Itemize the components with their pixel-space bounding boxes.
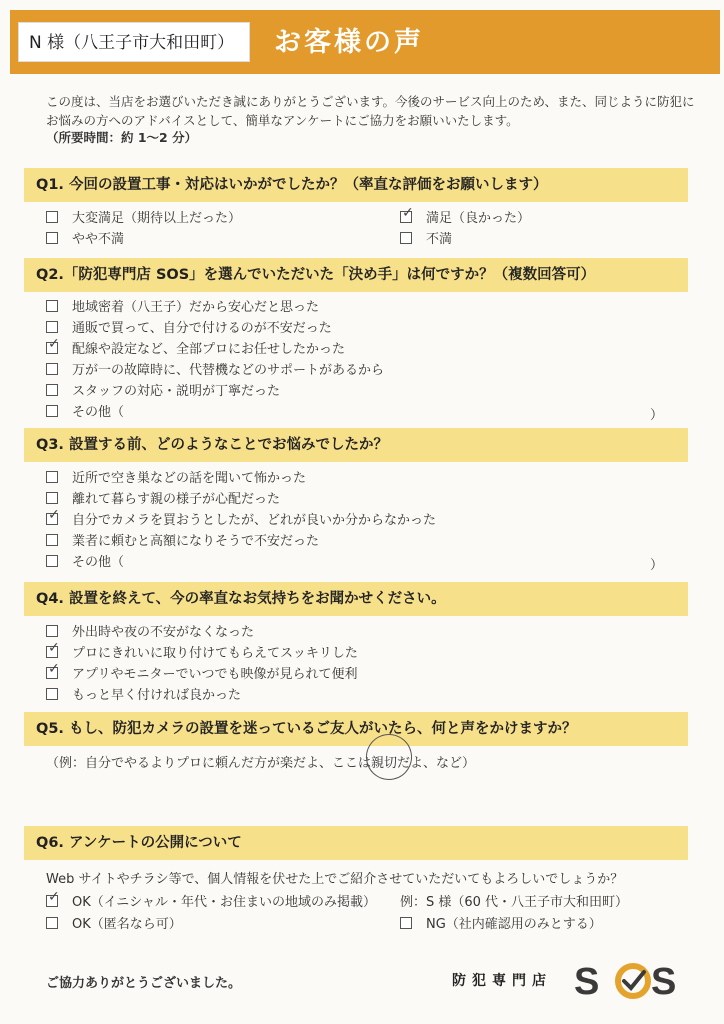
q6-option[interactable]: NG（社内確認用のみとする） <box>400 916 602 934</box>
checkbox-checked[interactable] <box>46 889 60 907</box>
q6-example: 例：S 様（60 代・八王子市大和田町） <box>400 895 629 910</box>
checkbox[interactable] <box>400 917 412 929</box>
checkbox[interactable] <box>46 534 58 546</box>
q3-option-other[interactable]: その他（ <box>46 554 124 572</box>
check-mark-icon: ✓ <box>48 336 60 352</box>
q3-other-close: ） <box>650 558 664 573</box>
checkbox[interactable] <box>46 321 58 333</box>
checkbox[interactable] <box>46 363 58 375</box>
q5-example: （例：自分でやるよりプロに頼んだ方が楽だよ、ここは親切だよ、など） <box>46 756 476 771</box>
checkbox[interactable] <box>46 917 58 929</box>
sos-logo <box>574 960 692 1000</box>
checkbox-checked[interactable] <box>46 507 60 525</box>
q6-option[interactable]: OK（匿名なら可） <box>46 916 182 934</box>
q2-option[interactable]: 通販で買って、自分で付けるのが不安だった <box>46 320 332 338</box>
checkbox[interactable] <box>46 211 58 223</box>
q2-option[interactable]: ✓ 配線や設定など、全部プロにお任せしたかった <box>48 336 346 357</box>
logo-s-left: S <box>574 961 600 1000</box>
checkbox[interactable] <box>400 232 412 244</box>
check-mark-icon: ✓ <box>48 507 60 523</box>
q2-option[interactable]: 地域密着（八王子）だから安心だと思った <box>46 299 319 317</box>
checkbox-checked[interactable] <box>46 640 60 658</box>
page-title: お客様の声 <box>274 27 424 58</box>
check-mark-icon: ✓ <box>402 205 414 221</box>
check-mark-icon: ✓ <box>48 889 60 905</box>
checkbox[interactable] <box>46 688 58 700</box>
checkbox[interactable] <box>46 384 58 396</box>
q3-option[interactable]: 業者に頼むと高額になりそうで不安だった <box>46 533 319 551</box>
logo-s-right: S <box>651 961 677 1000</box>
checkbox-checked[interactable] <box>46 336 60 354</box>
q6-title: Q6. アンケートの公開について <box>24 826 688 860</box>
q6-description: Web サイトやチラシ等で、個人情報を伏せた上でご紹介させていただいてもよろしいでしょうか？ <box>46 872 624 887</box>
check-mark-icon: ✓ <box>48 661 60 677</box>
logo-check <box>624 972 644 988</box>
q4-title: Q4. 設置を終えて、今の率直なお気持ちをお聞かせください。 <box>24 582 688 616</box>
check-mark-icon: ✓ <box>48 640 60 656</box>
q6-option[interactable]: ✓ OK（イニシャル・年代・お住まいの地域のみ掲載） <box>48 889 376 910</box>
q2-option[interactable]: スタッフの対応・説明が丁寧だった <box>46 383 280 401</box>
q1-option[interactable]: 不満 <box>400 231 452 249</box>
checkbox[interactable] <box>46 555 58 567</box>
q3-option[interactable]: 近所で空き巣などの話を聞いて怖かった <box>46 470 306 488</box>
thanks-text: ご協力ありがとうございました。 <box>46 976 242 991</box>
q1-option[interactable]: ✓ 満足（良かった） <box>402 205 531 226</box>
customer-name: N 様（八王子市大和田町） <box>18 22 250 62</box>
time-required: （所要時間：約 1〜2 分） <box>46 130 198 145</box>
checkbox[interactable] <box>46 300 58 312</box>
shop-name: 防犯専門店 <box>452 973 552 989</box>
checkbox[interactable] <box>46 405 58 417</box>
q2-other-close: ） <box>650 408 664 423</box>
q2-option[interactable]: 万が一の故障時に、代替機などのサポートがあるから <box>46 362 384 380</box>
checkbox[interactable] <box>46 492 58 504</box>
q3-option[interactable]: 離れて暮らす親の様子が心配だった <box>46 491 280 509</box>
checkbox-checked[interactable] <box>46 661 60 679</box>
q4-option[interactable]: ✓ アプリやモニターでいつでも映像が見られて便利 <box>48 661 358 682</box>
checkbox-checked[interactable] <box>400 205 414 223</box>
intro-text: この度は、当店をお選びいただき誠にありがとうございます。今後のサービス向上のため、また、同じように防犯にお悩みの方へのアドバイスとして、簡単なアンケートにご協力をお願いいたします。 <box>46 94 695 128</box>
q2-option-other[interactable]: その他（ <box>46 404 124 422</box>
q4-option[interactable]: ✓ プロにきれいに取り付けてもらえてスッキリした <box>48 640 358 661</box>
q1-option[interactable]: 大変満足（期待以上だった） <box>46 210 241 228</box>
q4-option[interactable]: もっと早く付ければ良かった <box>46 687 241 705</box>
q3-option[interactable]: ✓ 自分でカメラを買おうとしたが、どれが良いか分からなかった <box>48 507 437 528</box>
q4-option[interactable]: 外出時や夜の不安がなくなった <box>46 624 254 642</box>
q1-title: Q1. 今回の設置工事・対応はいかがでしたか？（率直な評価をお願いします） <box>24 168 688 202</box>
checkbox[interactable] <box>46 625 58 637</box>
q1-option[interactable]: やや不満 <box>46 231 124 249</box>
checkbox[interactable] <box>46 232 58 244</box>
q3-title: Q3. 設置する前、どのようなことでお悩みでしたか？ <box>24 428 688 462</box>
checkbox[interactable] <box>46 471 58 483</box>
q5-title: Q5. もし、防犯カメラの設置を迷っているご友人がいたら、何と声をかけますか？ <box>24 712 688 746</box>
q2-title: Q2.「防犯専門店 SOS」を選んでいただいた「決め手」は何ですか？（複数回答可） <box>24 258 688 292</box>
